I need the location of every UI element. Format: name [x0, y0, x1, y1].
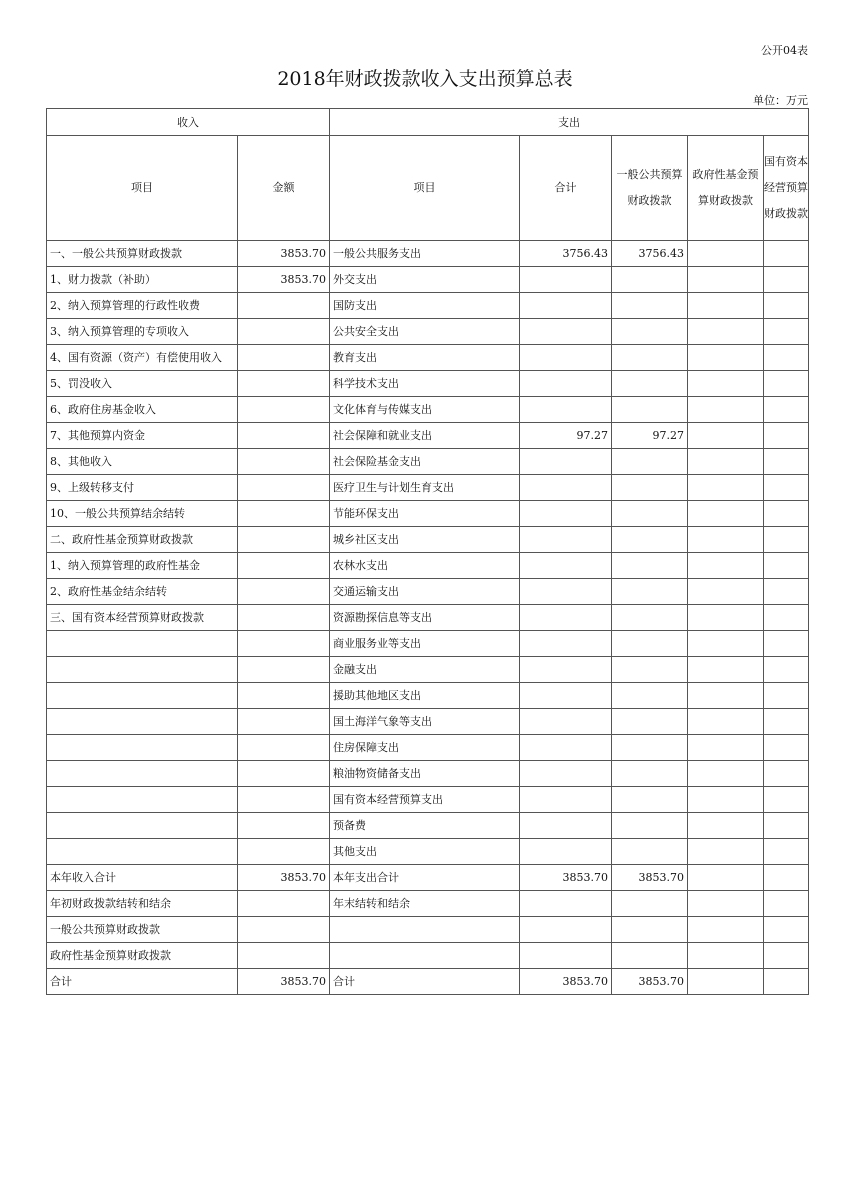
table-row: [47, 787, 809, 813]
expense-item-cell: 本年支出合计: [330, 865, 520, 891]
income-amount-cell: [238, 839, 330, 865]
income-item-cell: [47, 709, 238, 735]
table-row: [47, 449, 809, 475]
income-item-cell: 一、一般公共预算财政拨款: [47, 241, 238, 267]
state-capital-cell: [764, 683, 809, 709]
income-item-cell: 政府性基金预算财政拨款: [47, 943, 238, 969]
expense-total-cell: [520, 683, 612, 709]
state-capital-cell: [764, 813, 809, 839]
table-row: [47, 813, 809, 839]
fund-budget-cell: [688, 683, 764, 709]
income-item-cell: 合计: [47, 969, 238, 995]
fund-budget-cell: [688, 267, 764, 293]
state-capital-cell: [764, 475, 809, 501]
general-budget-cell: [612, 709, 688, 735]
income-item-cell: [47, 761, 238, 787]
table-row: [47, 735, 809, 761]
general-budget-cell: [612, 657, 688, 683]
expense-total-cell: [520, 631, 612, 657]
fund-budget-cell: [688, 813, 764, 839]
expense-total-cell: [520, 709, 612, 735]
fund-budget-cell: [688, 319, 764, 345]
general-budget-cell: [612, 553, 688, 579]
state-capital-cell: [764, 709, 809, 735]
general-budget-cell: [612, 267, 688, 293]
income-amount-cell: [238, 319, 330, 345]
expense-item-cell: 年末结转和结余: [330, 891, 520, 917]
income-item-cell: 三、国有资本经营预算财政拨款: [47, 605, 238, 631]
income-amount-cell: [238, 501, 330, 527]
table-row: [47, 371, 809, 397]
income-amount-cell: [238, 423, 330, 449]
expense-total-cell: 97.27: [520, 423, 612, 449]
fund-budget-cell: [688, 709, 764, 735]
income-item-header: 项目: [47, 136, 238, 241]
table-row: [47, 709, 809, 735]
table-row: [47, 839, 809, 865]
general-budget-cell: [612, 813, 688, 839]
income-amount-cell: [238, 891, 330, 917]
page-title: 2018年财政拨款收入支出预算总表: [277, 68, 573, 90]
income-amount-cell: [238, 943, 330, 969]
fund-budget-cell: [688, 423, 764, 449]
state-capital-cell: [764, 293, 809, 319]
expense-total-cell: [520, 657, 612, 683]
state-capital-cell: [764, 397, 809, 423]
fund-budget-cell: [688, 579, 764, 605]
expense-total-cell: [520, 839, 612, 865]
expense-item-cell: 住房保障支出: [330, 735, 520, 761]
income-item-cell: 10、一般公共预算结余结转: [47, 501, 238, 527]
expense-total-cell: [520, 345, 612, 371]
income-amount-cell: [238, 397, 330, 423]
general-budget-cell: [612, 787, 688, 813]
income-amount-cell: [238, 579, 330, 605]
income-amount-cell: [238, 449, 330, 475]
general-budget-cell: 97.27: [612, 423, 688, 449]
income-amount-cell: [238, 917, 330, 943]
fund-budget-cell: [688, 501, 764, 527]
table-row: [47, 475, 809, 501]
fund-budget-cell: [688, 241, 764, 267]
income-item-cell: [47, 813, 238, 839]
state-capital-cell: [764, 527, 809, 553]
state-capital-cell: [764, 761, 809, 787]
income-item-cell: 二、政府性基金预算财政拨款: [47, 527, 238, 553]
income-item-cell: 1、纳入预算管理的政府性基金: [47, 553, 238, 579]
expense-item-cell: 合计: [330, 969, 520, 995]
state-capital-cell: [764, 605, 809, 631]
fund-budget-cell: [688, 865, 764, 891]
state-capital-cell: [764, 449, 809, 475]
table-row: [47, 761, 809, 787]
income-item-cell: 1、财力拨款（补助）: [47, 267, 238, 293]
expense-item-cell: 粮油物资储备支出: [330, 761, 520, 787]
expense-total-cell: [520, 579, 612, 605]
state-capital-cell: [764, 657, 809, 683]
state-capital-cell: [764, 371, 809, 397]
income-amount-cell: [238, 553, 330, 579]
state-capital-cell: [764, 943, 809, 969]
expense-total-cell: [520, 527, 612, 553]
expense-item-cell: 商业服务业等支出: [330, 631, 520, 657]
state-capital-cell: [764, 579, 809, 605]
income-item-cell: 5、罚没收入: [47, 371, 238, 397]
budget-table: [46, 108, 809, 995]
unit-label: 单位：万元: [753, 94, 808, 107]
table-row: [47, 657, 809, 683]
general-budget-cell: [612, 631, 688, 657]
general-budget-cell: [612, 501, 688, 527]
expense-item-cell: 援助其他地区支出: [330, 683, 520, 709]
table-row: [47, 423, 809, 449]
fund-budget-cell: [688, 449, 764, 475]
section-header-row: [47, 109, 809, 136]
table-row: [47, 527, 809, 553]
general-budget-cell: [612, 449, 688, 475]
expense-total-cell: [520, 605, 612, 631]
table-row: [47, 579, 809, 605]
general-budget-cell: [612, 345, 688, 371]
expense-total-cell: [520, 293, 612, 319]
expense-item-cell: 节能环保支出: [330, 501, 520, 527]
expense-item-cell: 国土海洋气象等支出: [330, 709, 520, 735]
fund-budget-cell: [688, 553, 764, 579]
expense-section-header: 支出: [330, 109, 809, 136]
fund-budget-cell: [688, 917, 764, 943]
income-amount-cell: [238, 657, 330, 683]
expense-total-cell: [520, 787, 612, 813]
table-row: [47, 345, 809, 371]
general-budget-cell: 3756.43: [612, 241, 688, 267]
general-budget-cell: [612, 943, 688, 969]
expense-total-cell: [520, 943, 612, 969]
income-amount-cell: 3853.70: [238, 241, 330, 267]
table-row: [47, 891, 809, 917]
state-capital-cell: [764, 423, 809, 449]
income-item-cell: 本年收入合计: [47, 865, 238, 891]
income-amount-cell: [238, 683, 330, 709]
fund-budget-cell: [688, 527, 764, 553]
table-row: [47, 943, 809, 969]
expense-total-cell: [520, 319, 612, 345]
income-item-cell: [47, 657, 238, 683]
expense-item-cell: 国防支出: [330, 293, 520, 319]
expense-item-cell: 一般公共服务支出: [330, 241, 520, 267]
expense-item-cell: 预备费: [330, 813, 520, 839]
expense-total-cell: [520, 449, 612, 475]
income-item-cell: 一般公共预算财政拨款: [47, 917, 238, 943]
expense-item-header: 项目: [330, 136, 520, 241]
income-item-cell: 9、上级转移支付: [47, 475, 238, 501]
expense-item-cell: 资源勘探信息等支出: [330, 605, 520, 631]
income-item-cell: 年初财政拨款结转和结余: [47, 891, 238, 917]
column-header-row: [47, 136, 809, 241]
fund-budget-cell: [688, 735, 764, 761]
fund-budget-cell: [688, 605, 764, 631]
state-capital-cell: [764, 865, 809, 891]
table-row: [47, 631, 809, 657]
income-amount-cell: [238, 293, 330, 319]
table-code: 公开04表: [761, 44, 808, 57]
expense-item-cell: 社会保障和就业支出: [330, 423, 520, 449]
expense-item-cell: 农林水支出: [330, 553, 520, 579]
expense-item-cell: 金融支出: [330, 657, 520, 683]
fund-budget-cell: [688, 943, 764, 969]
expense-item-cell: 国有资本经营预算支出: [330, 787, 520, 813]
general-budget-cell: [612, 761, 688, 787]
income-amount-cell: [238, 761, 330, 787]
state-capital-cell: [764, 501, 809, 527]
income-amount-cell: [238, 787, 330, 813]
expense-item-cell: 交通运输支出: [330, 579, 520, 605]
general-budget-cell: [612, 891, 688, 917]
expense-item-cell: 公共安全支出: [330, 319, 520, 345]
income-section-header: 收入: [47, 109, 330, 136]
state-capital-header: 国有资本经营预算财政拨款: [764, 136, 809, 241]
expense-item-cell: 社会保险基金支出: [330, 449, 520, 475]
fund-budget-cell: [688, 345, 764, 371]
table-row: [47, 397, 809, 423]
state-capital-cell: [764, 241, 809, 267]
expense-total-cell: [520, 501, 612, 527]
state-capital-cell: [764, 319, 809, 345]
income-amount-cell: [238, 735, 330, 761]
state-capital-cell: [764, 735, 809, 761]
income-item-cell: [47, 735, 238, 761]
expense-total-cell: 3756.43: [520, 241, 612, 267]
fund-budget-cell: [688, 293, 764, 319]
state-capital-cell: [764, 969, 809, 995]
income-item-cell: 2、纳入预算管理的行政性收费: [47, 293, 238, 319]
state-capital-cell: [764, 345, 809, 371]
table-row: [47, 319, 809, 345]
expense-item-cell: [330, 943, 520, 969]
income-amount-cell: [238, 475, 330, 501]
fund-budget-cell: [688, 371, 764, 397]
general-budget-cell: [612, 527, 688, 553]
expense-total-cell: [520, 813, 612, 839]
general-budget-cell: [612, 605, 688, 631]
fund-budget-cell: [688, 631, 764, 657]
table-row: [47, 267, 809, 293]
income-amount-cell: [238, 605, 330, 631]
state-capital-cell: [764, 787, 809, 813]
expense-item-cell: 医疗卫生与计划生育支出: [330, 475, 520, 501]
fund-budget-cell: [688, 891, 764, 917]
state-capital-cell: [764, 891, 809, 917]
general-budget-cell: [612, 917, 688, 943]
expense-total-cell: [520, 917, 612, 943]
state-capital-cell: [764, 839, 809, 865]
income-amount-cell: [238, 371, 330, 397]
fund-budget-cell: [688, 761, 764, 787]
expense-item-cell: 城乡社区支出: [330, 527, 520, 553]
expense-total-header: 合计: [520, 136, 612, 241]
general-budget-header: 一般公共预算财政拨款: [612, 136, 688, 241]
expense-item-cell: 其他支出: [330, 839, 520, 865]
table-row: [47, 553, 809, 579]
income-amount-cell: 3853.70: [238, 865, 330, 891]
general-budget-cell: [612, 475, 688, 501]
general-budget-cell: 3853.70: [612, 969, 688, 995]
fund-budget-cell: [688, 657, 764, 683]
table-row: [47, 683, 809, 709]
general-budget-cell: [612, 397, 688, 423]
fund-budget-cell: [688, 787, 764, 813]
income-item-cell: [47, 683, 238, 709]
fund-budget-header: 政府性基金预算财政拨款: [688, 136, 764, 241]
income-item-cell: 2、政府性基金结余结转: [47, 579, 238, 605]
income-amount-cell: [238, 813, 330, 839]
fund-budget-cell: [688, 969, 764, 995]
income-item-cell: 8、其他收入: [47, 449, 238, 475]
expense-total-cell: [520, 761, 612, 787]
expense-total-cell: 3853.70: [520, 865, 612, 891]
income-item-cell: 7、其他预算内资金: [47, 423, 238, 449]
general-budget-cell: [612, 371, 688, 397]
income-item-cell: 6、政府住房基金收入: [47, 397, 238, 423]
fund-budget-cell: [688, 397, 764, 423]
table-row: [47, 501, 809, 527]
state-capital-cell: [764, 917, 809, 943]
income-amount-header: 金额: [238, 136, 330, 241]
general-budget-cell: [612, 319, 688, 345]
expense-total-cell: [520, 475, 612, 501]
fund-budget-cell: [688, 475, 764, 501]
general-budget-cell: [612, 683, 688, 709]
income-item-cell: [47, 631, 238, 657]
general-budget-cell: [612, 579, 688, 605]
table-row: [47, 293, 809, 319]
expense-total-cell: [520, 397, 612, 423]
general-budget-cell: [612, 735, 688, 761]
expense-total-cell: [520, 371, 612, 397]
expense-item-cell: 文化体育与传媒支出: [330, 397, 520, 423]
income-amount-cell: [238, 709, 330, 735]
table-row: [47, 917, 809, 943]
state-capital-cell: [764, 631, 809, 657]
table-row: [47, 241, 809, 267]
income-amount-cell: 3853.70: [238, 267, 330, 293]
general-budget-cell: [612, 839, 688, 865]
fund-budget-cell: [688, 839, 764, 865]
expense-total-cell: [520, 735, 612, 761]
income-item-cell: [47, 787, 238, 813]
expense-total-cell: [520, 553, 612, 579]
table-row: [47, 969, 809, 995]
expense-total-cell: [520, 267, 612, 293]
expense-item-cell: 科学技术支出: [330, 371, 520, 397]
income-amount-cell: 3853.70: [238, 969, 330, 995]
table-row: [47, 605, 809, 631]
general-budget-cell: 3853.70: [612, 865, 688, 891]
income-item-cell: 4、国有资源（资产）有偿使用收入: [47, 345, 238, 371]
expense-item-cell: [330, 917, 520, 943]
expense-total-cell: [520, 891, 612, 917]
general-budget-cell: [612, 293, 688, 319]
state-capital-cell: [764, 267, 809, 293]
expense-item-cell: 外交支出: [330, 267, 520, 293]
income-item-cell: 3、纳入预算管理的专项收入: [47, 319, 238, 345]
income-item-cell: [47, 839, 238, 865]
income-amount-cell: [238, 527, 330, 553]
state-capital-cell: [764, 553, 809, 579]
income-amount-cell: [238, 631, 330, 657]
table-row: [47, 865, 809, 891]
expense-total-cell: 3853.70: [520, 969, 612, 995]
expense-item-cell: 教育支出: [330, 345, 520, 371]
income-amount-cell: [238, 345, 330, 371]
